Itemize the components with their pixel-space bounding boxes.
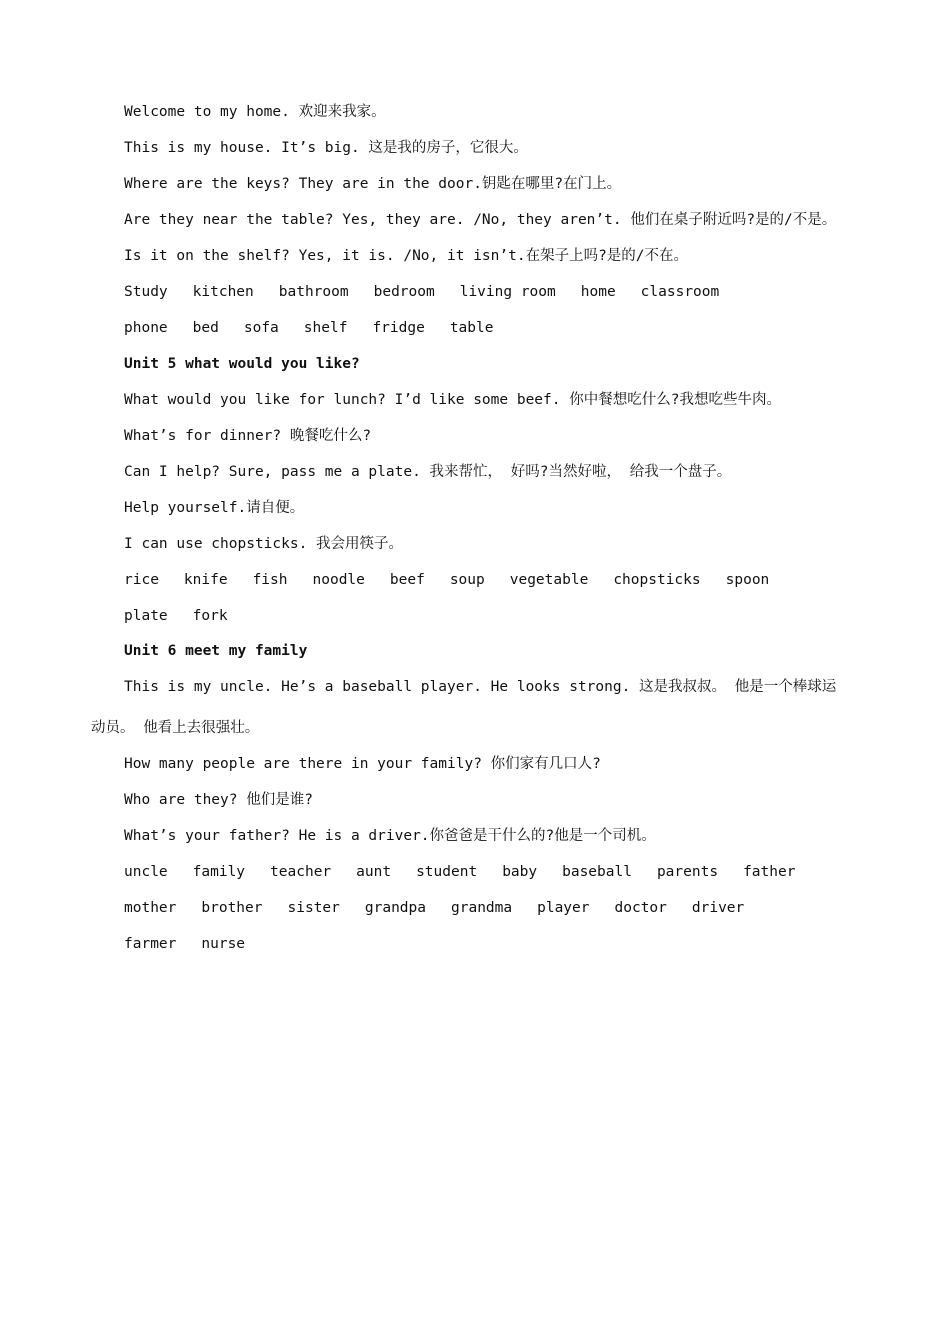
- vocabulary-word: farmer: [124, 936, 177, 952]
- vocabulary-word: fish: [252, 572, 288, 588]
- sentence-line: Can I help? Sure, pass me a plate. 我来帮忙， 好吗?当然好啦， 给我一个盘子。: [124, 464, 732, 480]
- vocabulary-word: aunt: [356, 864, 392, 880]
- vocabulary-line: [124, 898, 744, 918]
- vocabulary-word: rice: [124, 572, 159, 588]
- sentence-line: Who are they? 他们是谁?: [124, 792, 313, 808]
- vocabulary-word: fridge: [372, 320, 425, 336]
- vocabulary-word: vegetable: [509, 572, 589, 588]
- vocabulary-word: teacher: [270, 864, 332, 880]
- vocabulary-word: mother: [124, 900, 177, 916]
- unit-heading: Unit 5 what would you like?: [124, 356, 360, 372]
- sentence-line: How many people are there in your family? 你们家有几口人?: [124, 756, 601, 772]
- vocabulary-word: beef: [389, 572, 425, 588]
- vocabulary-word: table: [449, 320, 494, 336]
- vocabulary-word: grandpa: [364, 900, 426, 916]
- vocabulary-word: parents: [656, 864, 719, 880]
- vocabulary-word: chopsticks: [613, 572, 701, 588]
- vocabulary-line: [124, 570, 769, 590]
- vocabulary-word: bathroom: [278, 284, 349, 300]
- vocabulary-word: baseball: [562, 864, 632, 880]
- sentence-line: Is it on the shelf? Yes, it is. /No, it isn’t.在架子上吗?是的/不在。: [124, 248, 689, 264]
- sentence-line: What would you like for lunch? I’d like some beef. 你中餐想吃什么?我想吃些牛肉。: [124, 392, 781, 408]
- vocabulary-word: classroom: [640, 284, 720, 300]
- vocabulary-word: sister: [287, 900, 340, 916]
- vocabulary-word: bed: [192, 320, 219, 336]
- vocabulary-word: fork: [192, 608, 228, 624]
- vocabulary-word: spoon: [725, 572, 770, 588]
- vocabulary-line: [124, 862, 795, 882]
- vocabulary-word: knife: [183, 572, 228, 588]
- vocabulary-word: student: [416, 864, 478, 880]
- sentence-line: Help yourself.请自便。: [124, 500, 305, 516]
- vocabulary-word: soup: [449, 572, 485, 588]
- vocabulary-word: driver: [691, 900, 745, 916]
- vocabulary-line: [124, 606, 228, 626]
- vocabulary-word: home: [580, 284, 616, 300]
- vocabulary-word: uncle: [124, 864, 168, 880]
- sentence-line: Where are the keys? They are in the door.钥匙在哪里?在门上。: [124, 176, 622, 192]
- sentence-line: Welcome to my home. 欢迎来我家。: [124, 104, 386, 120]
- unit-heading: Unit 6 meet my family: [124, 643, 308, 659]
- vocabulary-word: kitchen: [192, 284, 254, 300]
- vocabulary-word: brother: [201, 900, 263, 916]
- sentence-line: What’s your father? He is a driver.你爸爸是干什么的?他是一个司机。: [124, 828, 656, 844]
- vocabulary-line: [124, 934, 245, 954]
- vocabulary-word: nurse: [201, 936, 246, 952]
- vocabulary-word: phone: [124, 320, 168, 336]
- vocabulary-word: plate: [124, 608, 168, 624]
- vocabulary-line: [124, 318, 493, 338]
- sentence-line: This is my uncle. He’s a baseball player. He looks strong. 这是我叔叔。 他是一个棒球运: [124, 679, 837, 695]
- vocabulary-word: player: [537, 900, 590, 916]
- vocabulary-word: father: [743, 864, 796, 880]
- vocabulary-word: family: [192, 864, 246, 880]
- sentence-line: I can use chopsticks. 我会用筷子。: [124, 536, 404, 552]
- sentence-line: 动员。 他看上去很强壮。: [91, 720, 260, 736]
- vocabulary-word: doctor: [614, 900, 667, 916]
- vocabulary-line: [124, 282, 719, 302]
- vocabulary-word: shelf: [303, 320, 348, 336]
- vocabulary-word: bedroom: [373, 284, 435, 300]
- vocabulary-word: living room: [459, 284, 556, 300]
- sentence-line: Are they near the table? Yes, they are. /No, they aren’t. 他们在桌子附近吗?是的/不是。: [124, 212, 837, 228]
- sentence-line: This is my house. It’s big. 这是我的房子，它很大。: [124, 140, 528, 156]
- vocabulary-word: sofa: [243, 320, 279, 336]
- vocabulary-word: Study: [124, 284, 168, 300]
- vocabulary-word: noodle: [312, 572, 365, 588]
- sentence-line: What’s for dinner? 晚餐吃什么?: [124, 428, 372, 444]
- vocabulary-word: baby: [502, 864, 538, 880]
- vocabulary-word: grandma: [451, 900, 513, 916]
